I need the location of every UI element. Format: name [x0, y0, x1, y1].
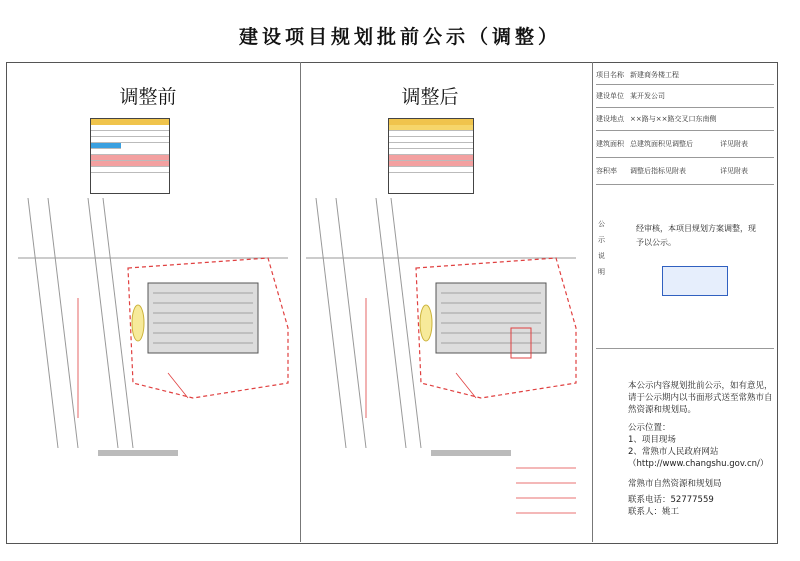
- notice-intro: 本公示内容规划批前公示，如有意见，请于公示期内以书面形式送至常熟市自然资源和规划局。: [628, 381, 773, 415]
- row-value-area: 总建筑面积见调整后: [630, 140, 693, 148]
- after-site-plan: [306, 198, 590, 528]
- approval-stamp: [662, 266, 728, 296]
- row-label-unit: 建设单位: [596, 92, 624, 100]
- contact: 姚工: [662, 507, 680, 517]
- location-3: （http://www.changshu.gov.cn/）: [628, 459, 769, 469]
- after-label: 调整后: [401, 86, 459, 108]
- page-title: 建设项目规划批前公示（调整）: [238, 26, 561, 48]
- row-label-location: 建设地点: [596, 115, 624, 123]
- phone-label: 联系电话：: [628, 495, 671, 505]
- row-value-unit: 某开发公司: [630, 92, 665, 100]
- panel-divider-1: [300, 62, 301, 542]
- before-label: 调整前: [119, 86, 177, 108]
- remark-section: [596, 208, 774, 349]
- remark-text: 经审核，本项目规划方案调整，现予以公示。: [636, 224, 756, 247]
- locations-title: 公示位置：: [628, 423, 671, 433]
- project-info-table: [596, 66, 774, 185]
- row-extra-area: 详见附表: [720, 140, 748, 148]
- before-index-table: [90, 118, 170, 194]
- location-1: 1、项目现场: [628, 435, 676, 445]
- row-label-name: 项目名称: [596, 71, 624, 79]
- issuer: 常熟市自然资源和规划局: [628, 479, 722, 489]
- panel-divider-2: [592, 62, 593, 542]
- location-2: 2、常熟市人民政府网站: [628, 447, 719, 457]
- contact-label: 联系人：: [628, 507, 663, 517]
- notice-block: [628, 380, 774, 518]
- remark-label: 公示说明: [598, 220, 605, 276]
- row-value-far: 调整后指标见附表: [630, 167, 686, 175]
- before-site-plan: [18, 198, 298, 458]
- row-label-far: 容积率: [596, 167, 617, 175]
- row-value-name: 新建商务楼工程: [630, 71, 679, 79]
- row-value-location: ××路与××路交叉口东南侧: [630, 115, 717, 123]
- row-label-area: 建筑面积: [596, 140, 624, 148]
- row-extra-far: 详见附表: [720, 167, 748, 175]
- after-index-table: [388, 118, 474, 194]
- phone: 52777559: [670, 495, 714, 505]
